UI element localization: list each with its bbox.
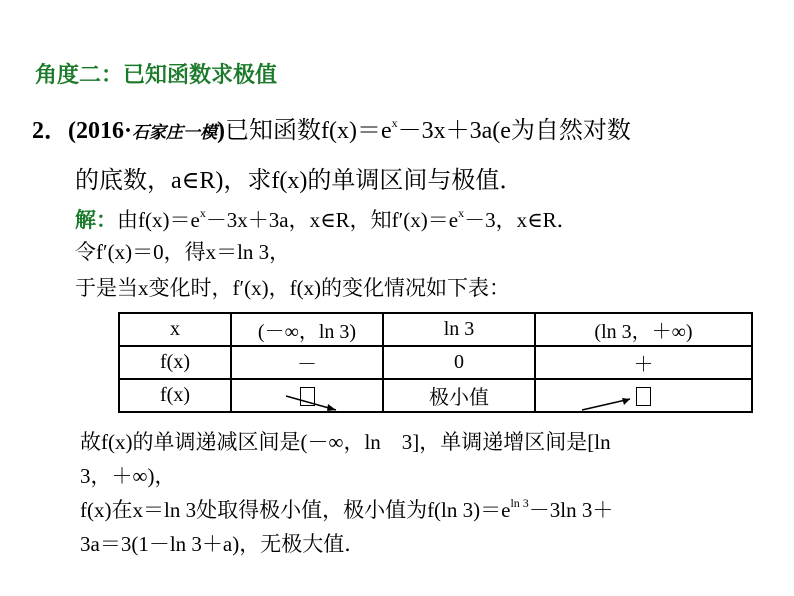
table-cell: f(x) — [119, 346, 231, 379]
problem-sup: x — [391, 116, 398, 130]
conclusion-text-a: f(x)在x＝ln 3处取得极小值，极小值为f(ln 3)＝e — [80, 498, 511, 522]
table-cell: (ln 3，＋∞) — [535, 313, 752, 346]
table-cell: x — [119, 313, 231, 346]
problem-source-close: ) — [217, 118, 225, 144]
problem-source-open: (2016· — [68, 118, 132, 144]
table-cell: 0 — [383, 346, 535, 379]
solution-text-c: －3，x∈R． — [464, 208, 578, 232]
solution-sup-1: x — [199, 206, 206, 220]
solution-line-3: 于是当x变化时，f′(x)，f(x)的变化情况如下表： — [75, 276, 511, 300]
table-cell: ln 3 — [383, 313, 535, 346]
solution-line-2: 令f′(x)＝0，得x＝ln 3， — [75, 240, 291, 264]
table-cell: (－∞，ln 3) — [231, 313, 383, 346]
table-cell: f(x) — [119, 379, 231, 412]
table-cell: ＋ — [535, 346, 752, 379]
conclusion-line-4: 3a＝3(1－ln 3＋a)，无极大值． — [80, 532, 366, 556]
conclusion-text-b: －3ln 3＋ — [528, 498, 614, 522]
problem-text-b: －3x＋3a(e为自然对数 — [397, 118, 631, 144]
problem-number: 2． — [32, 118, 68, 144]
solution-text-a: 由f(x)＝e — [117, 208, 200, 232]
problem-text-a: 已知函数f(x)＝e — [225, 118, 392, 144]
conclusion-line-1: 故f(x)的单调递减区间是(－∞，ln 3]，单调递增区间是[ln — [80, 430, 611, 454]
table-cell: 极小值 — [383, 379, 535, 412]
conclusion-sup: ln 3 — [510, 496, 529, 510]
solution-sup-2: x — [458, 206, 465, 220]
section-heading: 角度二：已知函数求极值 — [35, 63, 278, 88]
up-arrowhead-icon — [622, 398, 630, 405]
down-arrowhead-icon — [327, 404, 336, 411]
table-cell: － — [231, 346, 383, 379]
problem-source-school: 石家庄一模 — [132, 123, 217, 143]
problem-line-2: 的底数，a∈R)，求f(x)的单调区间与极值． — [75, 168, 524, 194]
conclusion-line-2: 3，＋∞)， — [80, 464, 176, 488]
solution-label: 解： — [75, 208, 117, 232]
solution-text-b: －3x＋3a，x∈R，知f′(x)＝e — [205, 208, 459, 232]
conclusion-line-3 — [80, 494, 613, 524]
